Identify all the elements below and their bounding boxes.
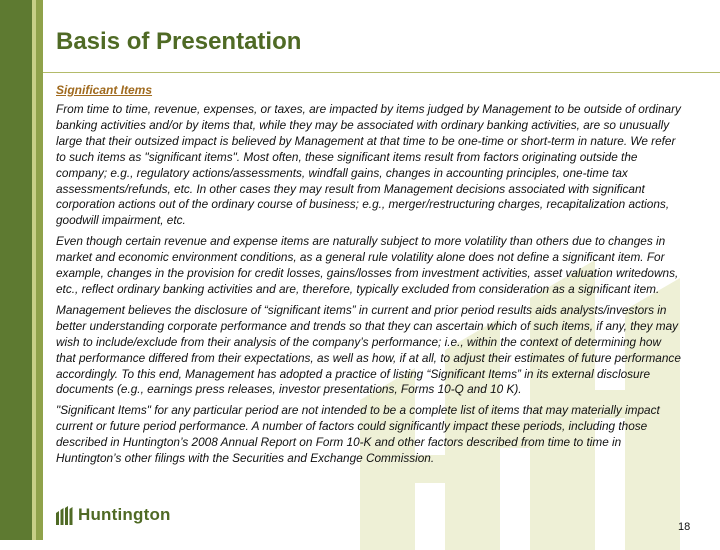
huntington-logo xyxy=(56,505,171,525)
sidebar-band-dark xyxy=(0,0,32,540)
page-title: Basis of Presentation xyxy=(56,28,302,55)
huntington-logo-icon xyxy=(56,506,73,525)
paragraph-3: Management believes the disclosure of “significant items” in current and prior period results aids analysts/investors in better understanding corporate performance and trends so that they can ascertain which of such items, if any, they may wish to include/exclude from their analysis of the company’s performance; i.e., within the context of determining how that performance differed from their expectations, as well as how, if at all, to adjust their estimates of future performance accordingly. To this end, Management has adopted a practice of listing “Significant Items” in its external disclosure documents (e.g., earnings press releases, investor presentations, Forms 10-Q and 10 K). xyxy=(56,302,681,397)
logo-text: Huntington xyxy=(78,505,171,524)
slide-body xyxy=(56,83,682,472)
paragraph-4: "Significant Items" for any particular period are not intended to be a complete list of items that may materially impact current or future period performance. A number of factors could significantly impact these periods, including those described in Huntington’s 2008 Annual Report on Form 10-K and other factors described from time to time in Huntington’s other filings with the Securities and Exchange Commission. xyxy=(56,403,660,466)
title-divider xyxy=(43,72,720,73)
section-heading: Significant Items xyxy=(56,83,153,97)
sidebar-band-light xyxy=(36,0,43,540)
paragraph-1: From time to time, revenue, expenses, or taxes, are impacted by items judged by Management to be outside of ordinary banking activities and/or by items that, while they may be associated with ordinary banking activities, are so unusually large that their outsized impact is believed by Management at that time to be one-time or short-term in nature. We refer to such items as "significant items". Most often, these significant items result from factors originating outside the company; e.g., regulatory actions/assessments, windfall gains, changes in accounting principles, one-time tax assessments/refunds, etc. In other cases they may result from Management decisions associated with significant corporation actions out of the ordinary course of business; e.g., merger/restructuring charges, recapitalization actions, goodwill impairment, etc. xyxy=(56,102,681,228)
page-number: 18 xyxy=(678,521,691,533)
paragraph-2: Even though certain revenue and expense items are naturally subject to more volatility than others due to changes in market and economic environment conditions, as a general rule volatility alone does not define a significant item. For example, changes in the provision for credit losses, gains/losses from investment activities, asset valuation writedowns, etc., reflect ordinary banking activities and are, therefore, typically excluded from consideration as a significant item. xyxy=(56,234,679,296)
